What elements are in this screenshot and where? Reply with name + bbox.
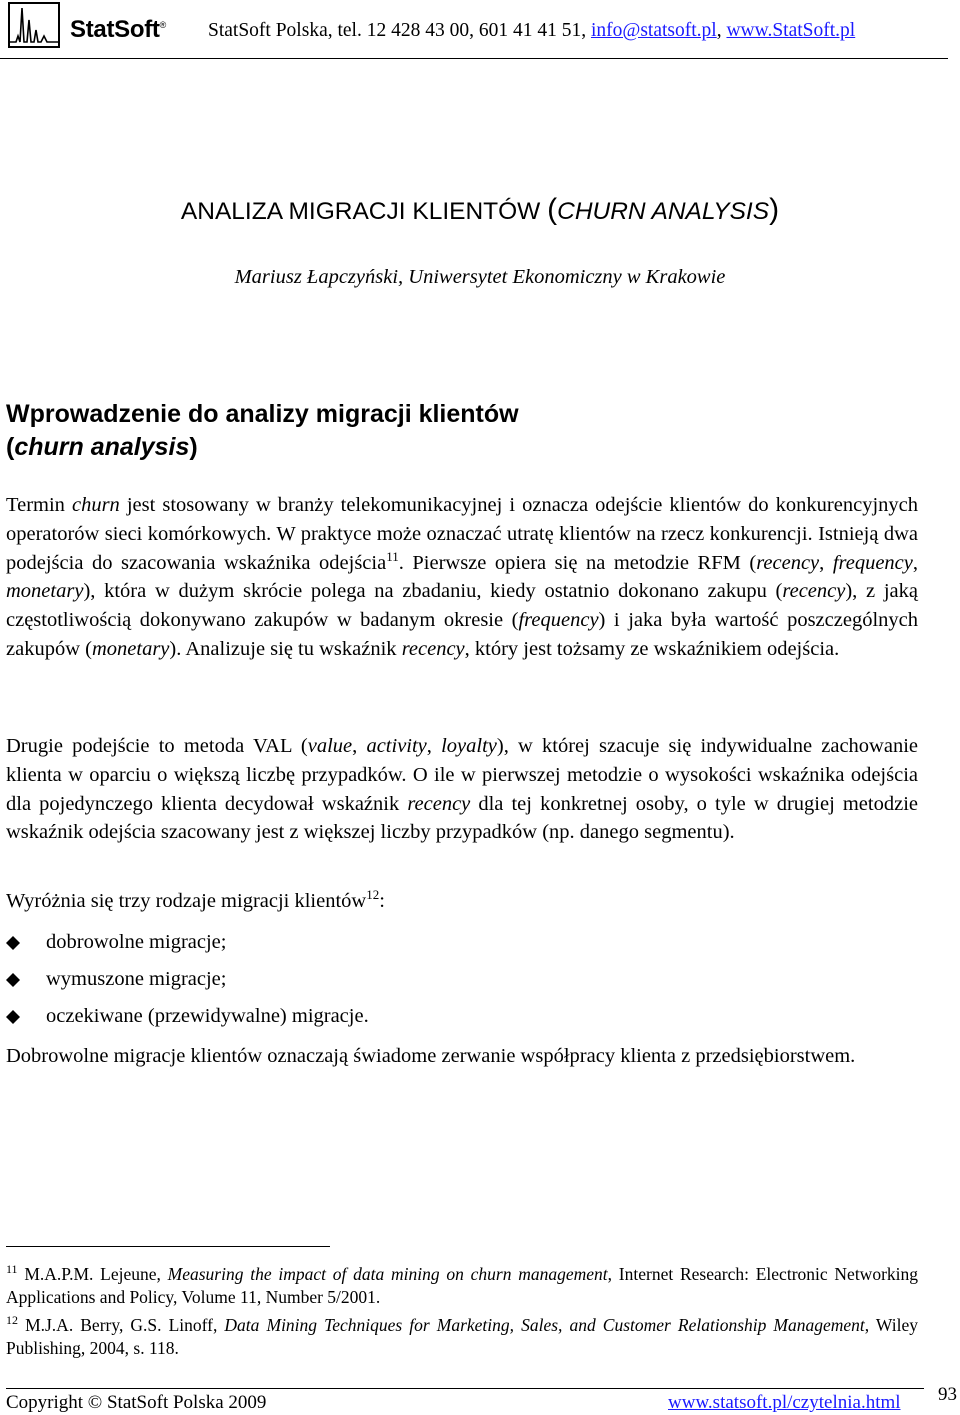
p2-text: , [426, 735, 442, 757]
paragraph-2 [6, 732, 918, 847]
p1-text: ), która w dużym skrócie polega na zbadaniu, kiedy ostatnio dokonano zakupu ( [83, 580, 783, 603]
statsoft-logo [8, 2, 190, 48]
footer-copyright: Copyright © StatSoft Polska 2009 [6, 1392, 267, 1413]
footnote-text: , Wiley Publishing, 2004, s. 118. [6, 1315, 918, 1358]
section-heading-line1: Wprowadzenie do analizy migracji klientów [6, 400, 519, 428]
page-number: 93 [938, 1384, 957, 1405]
title-close-paren: ) [769, 193, 780, 226]
document-title [0, 193, 960, 227]
page-header [0, 0, 960, 62]
p2-text: , [352, 735, 367, 757]
footnote-12 [6, 1314, 918, 1360]
footnote-text: M.A.P.M. Lejeune, [17, 1264, 168, 1284]
p1-text: ). Analizuje się tu wskaźnik [169, 637, 402, 660]
diamond-bullet-icon [6, 973, 20, 987]
p2-italic: loyalty [441, 735, 497, 757]
list-item-label: oczekiwane (przewidywalne) migracje. [46, 1005, 369, 1027]
list-item [6, 998, 906, 1035]
p1-italic: frequency [832, 551, 913, 574]
p1-text: , [819, 551, 833, 574]
section-heading [6, 398, 926, 464]
p1-italic: recency [756, 551, 820, 574]
paragraph-3 [6, 887, 918, 916]
list-item [6, 924, 906, 961]
p1-text: , [912, 551, 918, 574]
p2-text: dla tej konkretnej osoby, o tyle w drugiej metodzie wskaźnik odejścia szacowany jest z większej liczby przypadków (np. danego segmentu). [6, 792, 918, 844]
logo-text: StatSoft [70, 16, 160, 43]
diamond-bullet-icon [6, 1010, 20, 1024]
p1-italic: recency [401, 637, 465, 660]
footnote-text: , Internet Research: Electronic Networking Applications and Policy, Volume 11, Number 5/2001. [6, 1264, 919, 1307]
p1-italic: recency [782, 580, 846, 603]
logo-wordmark [70, 16, 166, 44]
footnote-italic: Measuring the impact of data mining on churn management [167, 1264, 608, 1284]
website-link[interactable]: www.StatSoft.pl [726, 20, 856, 41]
email-link[interactable]: info@statsoft.pl [590, 20, 717, 41]
p1-text: , który jest tożsamy ze wskaźnikiem odejścia. [464, 637, 840, 660]
registered-mark: ® [159, 20, 166, 30]
p2-text: ), w której szacuje się indywidualne zachowanie klienta w oparciu o większą liczbę przypadków. O ile w pierwszej metodzie o wysokości wskaźnika odejścia dla pojedynczego klienta decydował wskaźnik [6, 735, 919, 815]
p1-italic: monetary [91, 637, 170, 660]
p1-text: ), z jaką częstotliwością dokonywano zakupów w badanym okresie ( [6, 580, 918, 632]
heading-close-paren: ) [189, 433, 198, 461]
header-rule [0, 58, 948, 59]
footnote-ref-11[interactable]: 11 [386, 548, 399, 564]
footnote-rule [6, 1246, 330, 1247]
p1-text: ) i jaka była wartość poszczególnych zakupów ( [6, 609, 918, 660]
author-line: Mariusz Łapczyński, Uniwersytet Ekonomiczny w Krakowie [234, 266, 726, 288]
footer-rule [6, 1388, 924, 1389]
p1-text: . Pierwsze opiera się na metodzie RFM ( [398, 551, 757, 574]
paragraph-4: Dobrowolne migracje klientów oznaczają świadome zerwanie współpracy klienta z przedsiębiorstwem. [6, 1045, 856, 1067]
list-item-label: dobrowolne migracje; [46, 931, 227, 953]
title-italic: CHURN ANALYSIS [557, 198, 770, 225]
p1-text: Termin [6, 494, 72, 516]
heading-open-paren: ( [6, 433, 15, 461]
header-separator: , [716, 20, 727, 41]
p1-italic: monetary [6, 580, 84, 603]
migration-types-list [6, 924, 906, 1035]
section-heading-line2 [6, 431, 926, 464]
footnote-11 [6, 1263, 918, 1309]
footnote-italic: Data Mining Techniques for Marketing, Sales, and Customer Relationship Management [224, 1315, 865, 1335]
p3-text: Wyróżnia się trzy rodzaje migracji klientów [6, 890, 367, 912]
statsoft-logo-icon [8, 2, 60, 48]
p2-italic: value [307, 735, 353, 757]
footnote-text: M.J.A. Berry, G.S. Linoff, [18, 1315, 225, 1335]
list-item [6, 961, 906, 998]
p1-italic: churn [71, 494, 120, 516]
header-contact-text: StatSoft Polska, tel. 12 428 43 00, 601 41 41 51, [208, 20, 591, 41]
p1-text: jest stosowany w branży telekomunikacyjnej i oznacza odejście klientów do konkurencyjnych operatorów sieci komórkowych. W praktyce może oznaczać utratę klientów na rzecz konkurencji. Istnieją dwa podejścia do szacowania wskaźnika odejścia [6, 494, 918, 574]
footnote-number: 12 [6, 1313, 18, 1328]
heading-italic: churn analysis [14, 433, 190, 461]
p3-text: : [379, 890, 385, 912]
title-main: ANALIZA MIGRACJI KLIENTÓW [180, 198, 548, 225]
title-open-paren: ( [547, 193, 558, 226]
diamond-bullet-icon [6, 936, 20, 950]
p2-italic: activity [366, 735, 427, 757]
footer-url-link[interactable]: www.statsoft.pl/czytelnia.html [668, 1392, 901, 1413]
list-item-label: wymuszone migracje; [46, 968, 227, 990]
p1-italic: frequency [518, 609, 599, 632]
p2-italic: recency [407, 792, 471, 815]
paragraph-1 [6, 491, 918, 664]
p2-text: Drugie podejście to metoda VAL ( [6, 735, 308, 757]
footnote-ref-12[interactable]: 12 [366, 887, 380, 903]
header-contact [208, 20, 855, 42]
footnote-number: 11 [6, 1262, 18, 1277]
